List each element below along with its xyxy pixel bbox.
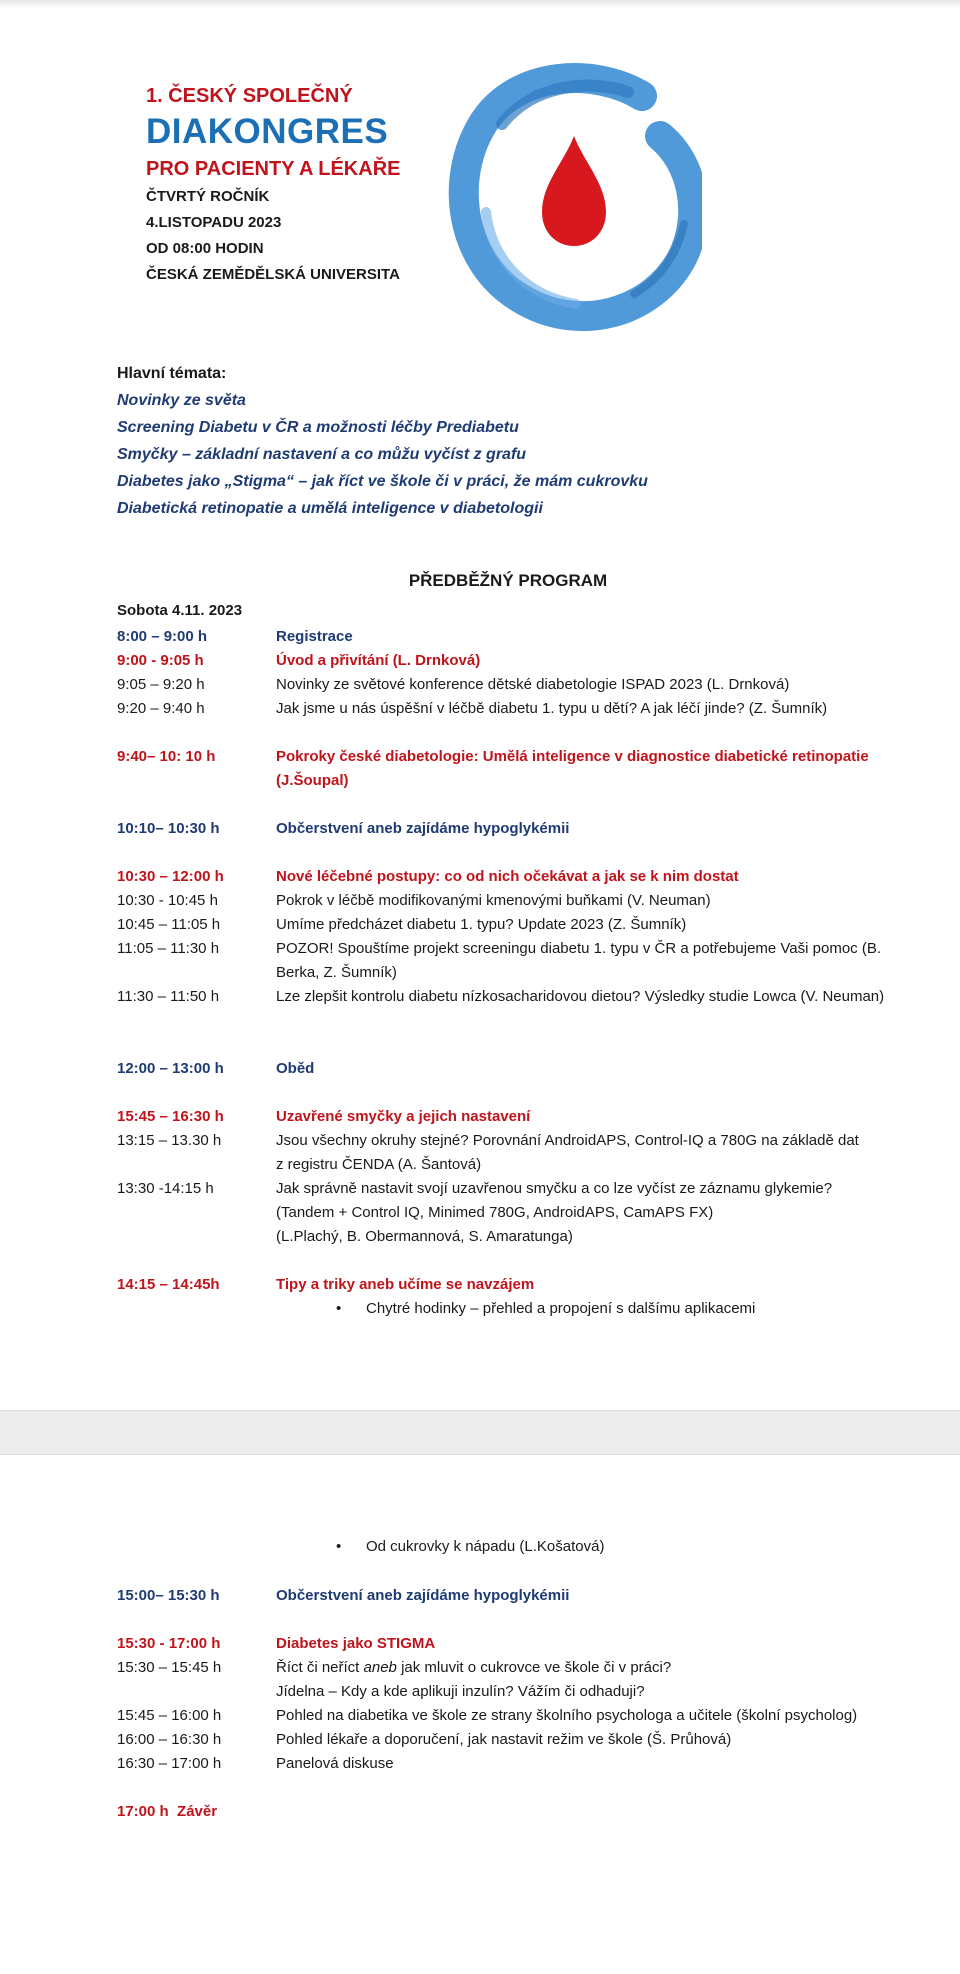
row-time: 15:30 - 17:00 h <box>117 1635 221 1652</box>
row-time: 8:00 – 9:00 h <box>117 628 208 645</box>
row-text: Úvod a přivítání (L. Drnková) <box>276 652 481 669</box>
row-text-line <box>276 1656 901 1680</box>
row-time: 13:30 -14:15 h <box>117 1180 214 1197</box>
row-text: Nové léčebné postupy: co od nich očekávat a jak se k nim dostat <box>276 868 739 885</box>
row-time: 15:30 – 15:45 h <box>117 1659 222 1676</box>
row-text: Registrace <box>276 628 353 645</box>
row-text: Tipy a triky aneb učíme se navzájem <box>276 1276 535 1293</box>
row-text: Jak jsme u nás úspěšní v léčbě diabetu 1. typu u dětí? A jak léčí jinde? (Z. Šumník) <box>276 700 828 717</box>
program-day: Sobota 4.11. 2023 <box>117 602 243 619</box>
row-text: Oběd <box>276 1060 315 1077</box>
row-time: 14:15 – 14:45h <box>117 1276 220 1293</box>
row-time: 16:00 – 16:30 h <box>117 1731 222 1748</box>
bullet-dot-icon: • <box>336 1300 342 1317</box>
row-text <box>276 1177 901 1249</box>
topic-item: Diabetická retinopatie a umělá inteligence v diabetologii <box>117 500 543 517</box>
event-title: DIAKONGRES <box>146 112 389 151</box>
row-time: 10:30 - 10:45 h <box>117 892 218 909</box>
closing-label: Závěr <box>177 1803 218 1820</box>
bullet-text: Chytré hodinky – přehled a propojení s dalšímu aplikacemi <box>366 1300 756 1317</box>
topic-item: Novinky ze světa <box>117 392 246 409</box>
blood-drop-logo-icon <box>446 52 702 338</box>
row-text-line: Jsou všechny okruhy stejné? Porovnání AndroidAPS, Control-IQ a 780G na základě dat <box>276 1132 859 1149</box>
row-time: 15:45 – 16:30 h <box>117 1108 224 1125</box>
row-text: Pokrok v léčbě modifikovanými kmenovými buňkami (V. Neuman) <box>276 892 711 909</box>
row-text: Umíme předcházet diabetu 1. typu? Update 2023 (Z. Šumník) <box>276 916 687 933</box>
page-separator <box>0 1410 960 1455</box>
row-text <box>276 1129 901 1177</box>
page-top-edge <box>0 0 960 8</box>
row-text: Diabetes jako STIGMA <box>276 1635 436 1652</box>
event-edition: ČTVRTÝ ROČNÍK <box>146 188 270 205</box>
bullet-dot-icon: • <box>336 1538 342 1555</box>
row-time: 10:30 – 12:00 h <box>117 868 224 885</box>
program-title: PŘEDBĚŽNÝ PROGRAM <box>408 571 608 590</box>
row-text-line: Jídelna – Kdy a kde aplikuji inzulín? Vážím či odhaduji? <box>276 1683 645 1700</box>
event-venue: ČESKÁ ZEMĚDĚLSKÁ UNIVERSITA <box>146 266 400 283</box>
row-time: 9:20 – 9:40 h <box>117 700 205 717</box>
row-text: Novinky ze světové konference dětské diabetologie ISPAD 2023 (L. Drnková) <box>276 676 790 693</box>
closing-time: 17:00 h <box>117 1803 169 1820</box>
row-text-emphasis: aneb <box>363 1659 397 1676</box>
event-header <box>146 82 400 288</box>
row-text-line: z registru ČENDA (A. Šantová) <box>276 1156 482 1173</box>
row-text: Pohled lékaře a doporučení, jak nastavit režim ve škole (Š. Průhová) <box>276 1731 732 1748</box>
bullet-text: Od cukrovky k nápadu (L.Košatová) <box>366 1538 605 1555</box>
row-time: 15:00– 15:30 h <box>117 1587 220 1604</box>
row-time: 16:30 – 17:00 h <box>117 1755 222 1772</box>
row-text: Občerstvení aneb zajídáme hypoglykémii <box>276 1587 570 1604</box>
row-time: 15:45 – 16:00 h <box>117 1707 222 1724</box>
row-text-line: (L.Plachý, B. Obermannová, S. Amaratunga) <box>276 1228 573 1245</box>
row-text: Občerstvení aneb zajídáme hypoglykémii <box>276 820 570 837</box>
row-time: 11:05 – 11:30 h <box>117 940 220 957</box>
main-topics <box>117 360 648 522</box>
closing-row <box>117 1800 901 1824</box>
row-time: 13:15 – 13.30 h <box>117 1132 222 1149</box>
topics-title: Hlavní témata: <box>117 365 227 382</box>
event-time: OD 08:00 HODIN <box>146 240 264 257</box>
row-text: Panelová diskuse <box>276 1755 394 1772</box>
row-text: Pohled na diabetika ve škole ze strany školního psychologa a učitele (školní psycholog) <box>276 1707 858 1724</box>
event-subtitle: PRO PACIENTY A LÉKAŘE <box>146 158 401 180</box>
row-text-part: jak mluvit o cukrovce ve škole či v práci? <box>396 1659 672 1676</box>
row-time: 9:40– 10: 10 h <box>117 748 216 765</box>
topic-item: Smyčky – základní nastavení a co můžu vyčíst z grafu <box>117 446 527 463</box>
row-text: Uzavřené smyčky a jejich nastavení <box>276 1108 531 1125</box>
header-line1: 1. ČESKÝ SPOLEČNÝ <box>146 85 353 107</box>
row-text-part: Říct či neříct <box>276 1659 364 1676</box>
row-text-line: (Tandem + Control IQ, Minimed 780G, AndroidAPS, CamAPS FX) <box>276 1204 714 1221</box>
row-text: Pokroky české diabetologie: Umělá inteligence v diagnostice diabetické retinopatie (J.Šoupal) <box>276 748 869 789</box>
row-time: 9:05 – 9:20 h <box>117 676 205 693</box>
row-time: 12:00 – 13:00 h <box>117 1060 224 1077</box>
row-text: POZOR! Spouštíme projekt screeningu diabetu 1. typu v ČR a potřebujeme Vaši pomoc (B. Berka, Z. Šumník) <box>276 940 882 981</box>
row-text: Lze zlepšit kontrolu diabetu nízkosacharidovou dietou? Výsledky studie Lowca (V. Neuman) <box>276 988 885 1005</box>
row-time: 9:00 - 9:05 h <box>117 652 204 669</box>
row-time: 10:10– 10:30 h <box>117 820 220 837</box>
row-text-line: Jak správně nastavit svojí uzavřenou smyčku a co lze vyčíst ze záznamu glykemie? <box>276 1180 833 1197</box>
row-time: 11:30 – 11:50 h <box>117 988 220 1005</box>
event-date: 4.LISTOPADU 2023 <box>146 214 282 231</box>
topic-item: Diabetes jako „Stigma“ – jak říct ve škole či v práci, že mám cukrovku <box>117 473 648 490</box>
row-time: 10:45 – 11:05 h <box>117 916 221 933</box>
topic-item: Screening Diabetu v ČR a možnosti léčby Prediabetu <box>117 419 519 436</box>
row-text <box>276 1656 901 1704</box>
